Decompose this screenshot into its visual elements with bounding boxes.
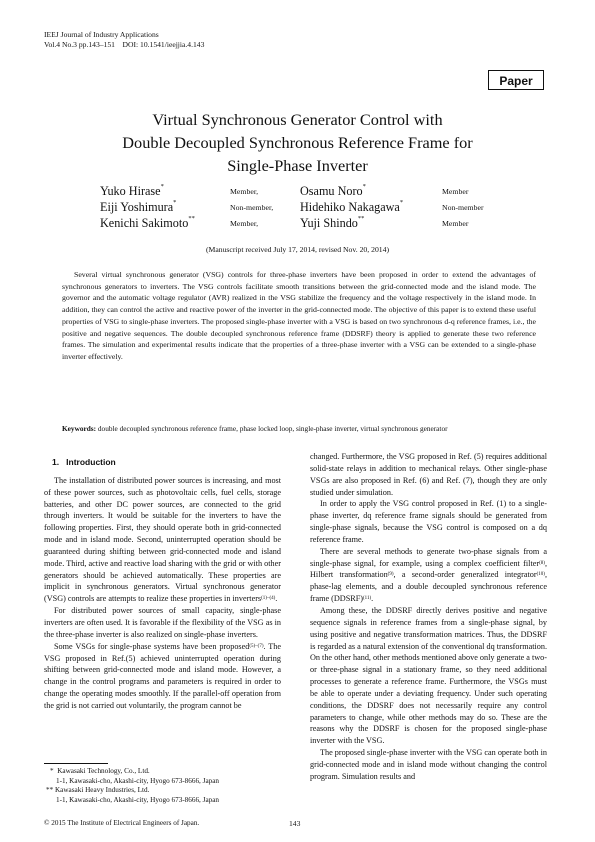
- author-name: Hidehiko Nakagawa*: [300, 199, 404, 214]
- left-column: [44, 457, 281, 712]
- footnote-address: 1-1, Kawasaki-cho, Akashi-city, Hyogo 673-8666, Japan: [56, 795, 220, 804]
- author-role: Member,: [230, 187, 259, 196]
- author-role: Member,: [230, 219, 259, 228]
- author-name: Yuko Hirase*: [100, 183, 164, 198]
- paragraph: There are several methods to generate two-phase signals from a single-phase signal, for example, using a complex coefficient filter$^{(8)}$, Hilbert transformation$^{(9)}$, a second-order generalized integrator$^{(10)}$, phase-lag elements, and a double decoupled synchronous reference frame (DDSRF)$^{(11)}$.: [310, 546, 547, 604]
- citation: (9): [387, 572, 394, 578]
- abstract: Several virtual synchronous generator (VSG) controls for three-phase inverters have been proposed in order to extend the advantages of synchronous generators to inverters. The VSG controls facilitate smooth transitions between the grid-connected mode and the island mode. The governor and the automatic voltage regulator (AVR) realized in the VSG stabilize the frequency and the voltage respectively in the island mode. In addition, they can control the active and reactive power of the inverter in the grid-connected mode. The objective of this paper is to extend these useful properties of VSG to single-phase inverters. The proposed single-phase inverter with a VSG is based on two synchronous d-q reference frames, i.e., the positive and negative sequences. The double decoupled synchronous reference frame (DDSRF) theory is applied to generate these two reference frames. The simulation and experimental results indicate that the properties of a three-phase inverter with a VSG can be extended to a single-phase inverter effectively.: [62, 270, 536, 361]
- journal-volume-doi: Vol.4 No.3 pp.143–151 DOI: 10.1541/ieejjia.4.143: [44, 40, 205, 49]
- author-name: Eiji Yoshimura*: [100, 199, 177, 214]
- citation: (10): [536, 572, 545, 578]
- title-line-2: Double Decoupled Synchronous Reference Frame for: [122, 133, 473, 152]
- footnote-affiliation: * Kawasaki Technology, Co., Ltd.: [50, 767, 150, 775]
- author-role: Non-member: [442, 203, 484, 212]
- right-column: [310, 451, 547, 783]
- keywords: [62, 424, 536, 433]
- section-heading: 1. Introduction: [52, 457, 116, 467]
- citation: (8): [539, 560, 545, 566]
- journal-header: [44, 30, 204, 50]
- paragraph: In order to apply the VSG control proposed in Ref. (1) to a single-phase inverter, dq reference frame signals should be generated from single-phase signals, because the VSG control is composed on a dq reference frame.: [310, 499, 547, 544]
- citation: (11): [362, 596, 372, 602]
- author-role: Member: [442, 187, 469, 196]
- paragraph: Some VSGs for single-phase systems have been proposed$^{(5)-(7)}$. The VSG proposed in Ref.(5) achieved uninterrupted operation during shifting between grid-connected mode and island mode. However, a change in the control programs and parameters is required in order to change the operating modes smoothly. If the parallel-off operation from the grid is not carried out voluntarily, the program cannot be: [44, 641, 281, 710]
- footnote-affiliation: ** Kawasaki Heavy Industries, Ltd.: [46, 786, 150, 795]
- citation: (5)–(7): [249, 643, 264, 649]
- keywords-text: double decoupled synchronous reference frame, phase locked loop, single-phase inverter, virtual synchronous generator: [97, 424, 448, 433]
- author-name: Kenichi Sakimoto**: [100, 215, 195, 230]
- paragraph: The proposed single-phase inverter with the VSG can operate both in grid-connected mode and in island mode without changing the control program. Simulation results and: [310, 748, 547, 781]
- footnote-rule: [44, 763, 108, 764]
- manuscript-received: (Manuscript received July 17, 2014, revised Nov. 20, 2014): [205, 245, 390, 254]
- title-line-3: Single-Phase Inverter: [227, 156, 368, 175]
- author-role: Non-member,: [230, 203, 274, 212]
- title-line-1: Virtual Synchronous Generator Control with: [152, 110, 443, 129]
- footnote-address: 1-1, Kawasaki-cho, Akashi-city, Hyogo 673-8666, Japan: [56, 776, 220, 785]
- footnotes: [44, 767, 284, 805]
- author-name: Yuji Shindo**: [300, 215, 365, 230]
- paragraph: changed. Furthermore, the VSG proposed in Ref. (5) requires additional solid-state relays in addition to mechanical relays. Other single-phase VSGs are also proposed in Ref. (6) and Ref. (7), though they are only studied under simulation.: [310, 452, 547, 497]
- author-role: Member: [442, 219, 469, 228]
- copyright: © 2015 The Institute of Electrical Engineers of Japan.: [44, 819, 200, 827]
- paragraph: For distributed power sources of small capacity, single-phase inverters are often used. It is favorable if the flexibility of the VSG as in the three-phase inverter is also realized on single-phase inverters.: [44, 606, 281, 639]
- keywords-label: Keywords:: [62, 424, 97, 433]
- paper-title: [40, 108, 555, 177]
- article-type-badge: Paper: [488, 70, 544, 90]
- page-number: 143: [289, 819, 301, 828]
- author-name: Osamu Noro*: [300, 183, 366, 198]
- author-list: [100, 184, 520, 232]
- paragraph: Among these, the DDSRF directly derives positive and negative sequence signals in reference frames from a single-phase signal, by using positive and negative transformation matrices. Thus, the DDSRF is regarded as a natural extension of the conventional dq transformation. On the other hand, other methods mentioned above only generate a two- or three-phase signal in a stationary frame, so they need additional processes to generate a reference frame. Furthermore, the VSGs must be able to operate under a deviating frequency. Under such operating conditions, the DDSRF does not necessarily require any control parameters to change, while other methods may do so. These are the reasons why the DDSRF is chosen for the proposed single-phase inverter with the VSG.: [310, 605, 547, 746]
- journal-name: IEEJ Journal of Industry Applications: [44, 30, 159, 39]
- paragraph: The installation of distributed power sources is increasing, and most of these power sources, such as photovoltaic cells, fuel cells, storage batteries, and other DC power sources, are connected to the grid through inverters. It would be suitable for the inverters to have the following properties. First, they should operate both in grid-connected mode and in island mode. Second, uninterrupted operation should be guaranteed during shifting between grid-connected mode and island mode. Third, active and reactive load sharing with the grid or with other generators should be achieved automatically. These properties are implicit in synchronous generators. Virtual synchronous generator (VSG) controls are attempts to realize these properties in inverters$^{(1)-(4)}$.: [44, 475, 281, 604]
- citation: (1)–(4): [261, 596, 276, 602]
